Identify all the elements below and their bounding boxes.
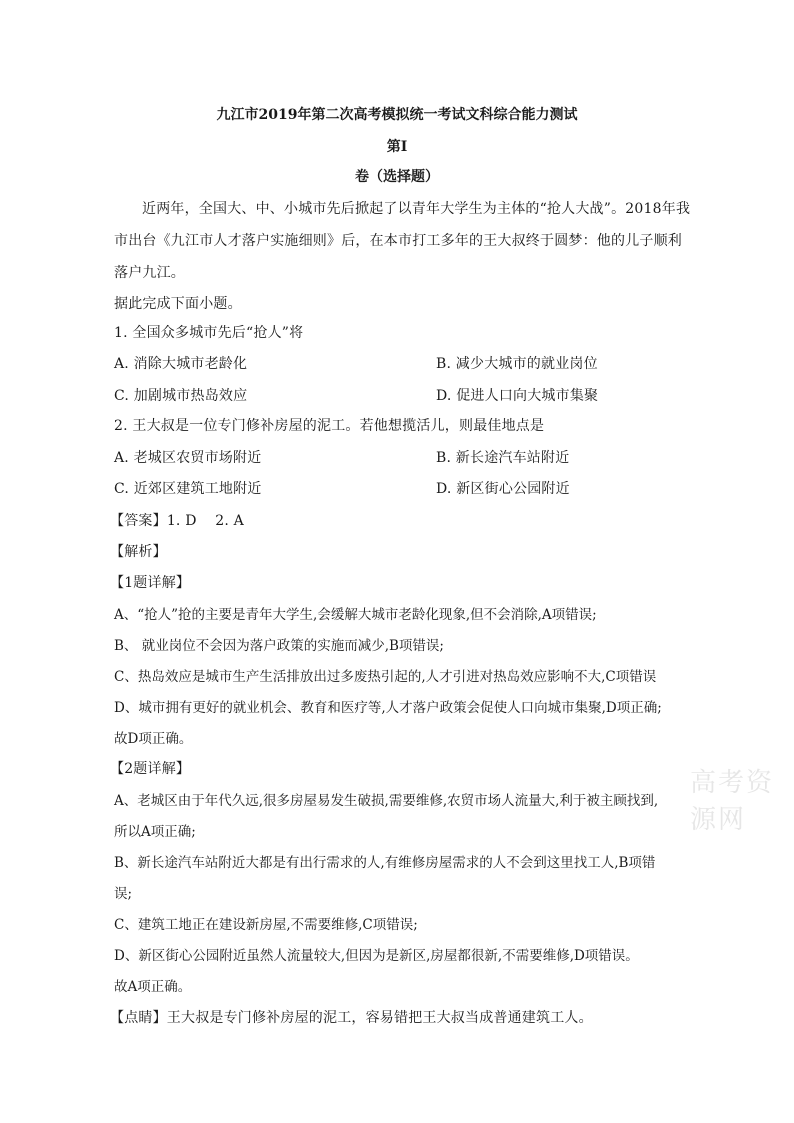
question-1-option-a: A. 消除大城市老龄化	[114, 356, 248, 372]
intro-line-1: 近两年，全国大、中、小城市先后掀起了以青年大学生为主体的“抢人大战”。2018年我	[142, 201, 691, 217]
question-1-option-d: D. 促进人口向大城市集聚	[436, 388, 599, 404]
analysis-label: 【解析】	[110, 544, 167, 560]
q2-analysis-line-a: A、老城区由于年代久远,很多房屋易发生破损,需要维修,农贸市场人流量大,利于被主顾找到,	[114, 793, 659, 809]
q1-analysis-line-a: A、“抢人”抢的主要是青年大学生,会缓解大城市老龄化现象,但不会消除,A项错误;	[114, 607, 597, 623]
q1-conclusion: 故D项正确。	[114, 731, 193, 747]
question-1-option-c: C. 加剧城市热岛效应	[114, 388, 248, 404]
question-2-option-a: A. 老城区农贸市场附近	[114, 450, 262, 466]
q1-analysis-line-c: C、热岛效应是城市生产生活排放出过多废热引起的,人才引进对热岛效应影响不大,C项错误	[114, 669, 657, 685]
q1-analysis-line-b: B、 就业岗位不会因为落户政策的实施而减少,B项错误;	[114, 638, 444, 654]
question-1-option-b: B. 减少大城市的就业岗位	[436, 356, 598, 372]
q1-analysis-line-d: D、城市拥有更好的就业机会、教育和医疗等,人才落户政策会促使人口向城市集聚,D项正确;	[114, 700, 662, 716]
instruction: 据此完成下面小题。	[114, 296, 242, 312]
q1-detail-label: 【1题详解】	[110, 575, 191, 591]
question-2-stem: 2. 王大叔是一位专门修补房屋的泥工。若他想揽活儿，则最佳地点是	[114, 418, 545, 434]
key-point-note: 【点睛】王大叔是专门修补房屋的泥工，容易错把王大叔当成普通建筑工人。	[110, 1010, 593, 1026]
q2-analysis-line-b-cont: 误;	[114, 886, 133, 902]
q2-conclusion: 故A项正确。	[114, 979, 192, 995]
answer-row	[110, 510, 244, 530]
question-2-option-d: D. 新区街心公园附近	[436, 481, 570, 497]
intro-line-3: 落户九江。	[114, 265, 185, 281]
answer-label: 【答案】	[110, 513, 167, 529]
q2-analysis-line-d: D、新区街心公园附近虽然人流量较大,但因为是新区,房屋都很新,不需要维修,D项错误。	[114, 948, 639, 964]
question-1-stem: 1. 全国众多城市先后“抢人”将	[114, 325, 304, 341]
watermark: 高考资源网	[690, 768, 775, 835]
q2-analysis-line-a-cont: 所以A项正确;	[114, 824, 196, 840]
exam-title: 九江市2019年第二次高考模拟统一考试文科综合能力测试	[216, 107, 578, 123]
intro-line-2: 市出台《九江市人才落户实施细则》后，在本市打工多年的王大叔终于圆梦：他的儿子顺利	[114, 233, 682, 249]
part-subheading: 卷（选择题）	[355, 169, 439, 185]
question-2-option-c: C. 近郊区建筑工地附近	[114, 481, 262, 497]
q2-detail-label: 【2题详解】	[110, 761, 191, 777]
q2-analysis-line-c: C、建筑工地正在建设新房屋,不需要维修,C项错误;	[114, 917, 418, 933]
answer-values: 1. D 2. A	[166, 513, 244, 529]
part-heading: 第Ⅰ	[386, 139, 408, 155]
q2-analysis-line-b: B、新长途汽车站附近大都是有出行需求的人,有维修房屋需求的人不会到这里找工人,B项错	[114, 855, 656, 871]
question-2-option-b: B. 新长途汽车站附近	[436, 450, 570, 466]
